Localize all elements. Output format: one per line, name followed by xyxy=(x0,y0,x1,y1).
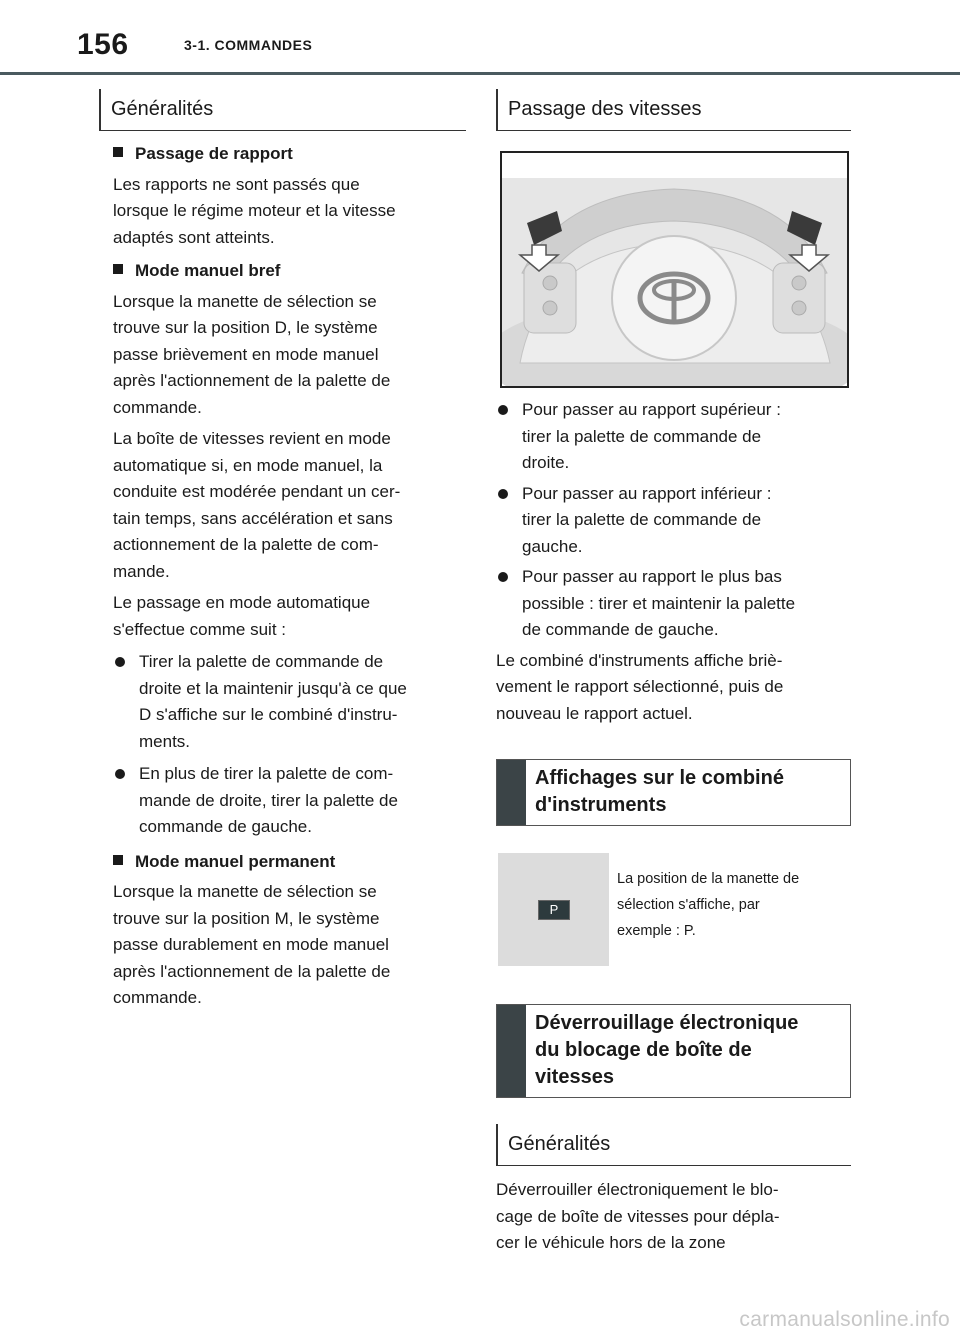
section-title: 3-1. COMMANDES xyxy=(184,37,313,53)
passage-auto-text: Le passage en mode automatique s'effectue comme suit : xyxy=(113,593,371,639)
left-generalites-heading xyxy=(99,89,466,131)
passage-rapport-title: Passage de rapport xyxy=(113,141,466,168)
list-item: Pour passer au rapport supérieur : tirer la palette de commande de droite. xyxy=(496,397,851,477)
gear-position-indicator: P xyxy=(538,900,570,920)
bullet-dot-icon xyxy=(498,405,508,415)
square-bullet-icon xyxy=(113,855,123,865)
right-generalites-heading xyxy=(496,1124,851,1166)
watermark: carmanualsonline.info xyxy=(739,1308,950,1331)
combine-text: Le combiné d'instruments affiche briè- vement le rapport sélectionné, puis de nouveau le rapport actuel. xyxy=(496,650,784,723)
steering-wheel-image xyxy=(502,153,847,386)
retour-automatique-text: La boîte de vitesses revient en mode automatique si, en mode manuel, la conduite est modérée pendant un cer- tain temps, sans accélération et sans actionnement de la palette de com- mande. xyxy=(113,429,401,581)
header-rule xyxy=(0,72,960,75)
final-text: Déverrouiller électroniquement le blo- cage de boîte de vitesses pour dépla- cer le véhicule hors de la zone xyxy=(496,1180,780,1252)
square-bullet-icon xyxy=(113,264,123,274)
left-column xyxy=(113,141,466,1012)
heading-text: Déverrouillage électronique du blocage de boîte de vitesses xyxy=(535,1012,799,1088)
bullet-dot-icon xyxy=(498,572,508,582)
mode-manuel-bref-text: Lorsque la manette de sélection se trouve sur la position D, le système passe brièvement en mode manuel après l'actionnement de la palette de commande. xyxy=(113,291,391,417)
heading-text: Généralités xyxy=(111,98,214,120)
bullet-dot-icon xyxy=(498,489,508,499)
list-item: En plus de tirer la palette de com- mande de droite, tirer la palette de commande de gauche. xyxy=(113,761,466,841)
list-item: Tirer la palette de commande de droite et la maintenir jusqu'à ce que D s'affiche sur le combiné d'instru- ments. xyxy=(113,649,466,755)
page-number: 156 xyxy=(77,28,129,61)
mode-manuel-permanent-text: Lorsque la manette de sélection se trouve sur la position M, le système passe durablement en mode manuel après l'actionnement de la palette de commande. xyxy=(113,882,391,1007)
heading-text: Passage des vitesses xyxy=(508,98,702,120)
bullet-dot-icon xyxy=(115,769,125,779)
steering-wheel-illustration xyxy=(500,151,849,388)
affichages-heading xyxy=(496,759,851,826)
heading-text: Généralités xyxy=(508,1133,611,1155)
mode-manuel-permanent-title: Mode manuel permanent xyxy=(113,849,466,876)
list-item: Pour passer au rapport le plus bas possible : tirer et maintenir la palette de commande de gauche. xyxy=(496,564,851,644)
square-bullet-icon xyxy=(113,147,123,157)
heading-bar xyxy=(497,1005,526,1097)
passage-rapport-text: Les rapports ne sont passés que lorsque le régime moteur et la vitesse adaptés sont atteints. xyxy=(113,174,396,247)
heading-bar xyxy=(497,760,526,825)
bullet-dot-icon xyxy=(115,657,125,667)
display-description: La position de la manette de sélection s'affiche, par exemple : P. xyxy=(617,871,800,939)
mode-manuel-bref-title: Mode manuel bref xyxy=(113,258,466,285)
heading-text: Affichages sur le combiné d'instruments xyxy=(535,767,784,816)
list-item: Pour passer au rapport inférieur : tirer la palette de commande de gauche. xyxy=(496,481,851,561)
passage-vitesses-heading xyxy=(496,89,851,131)
right-column xyxy=(496,397,851,727)
deverrouillage-heading xyxy=(496,1004,851,1098)
